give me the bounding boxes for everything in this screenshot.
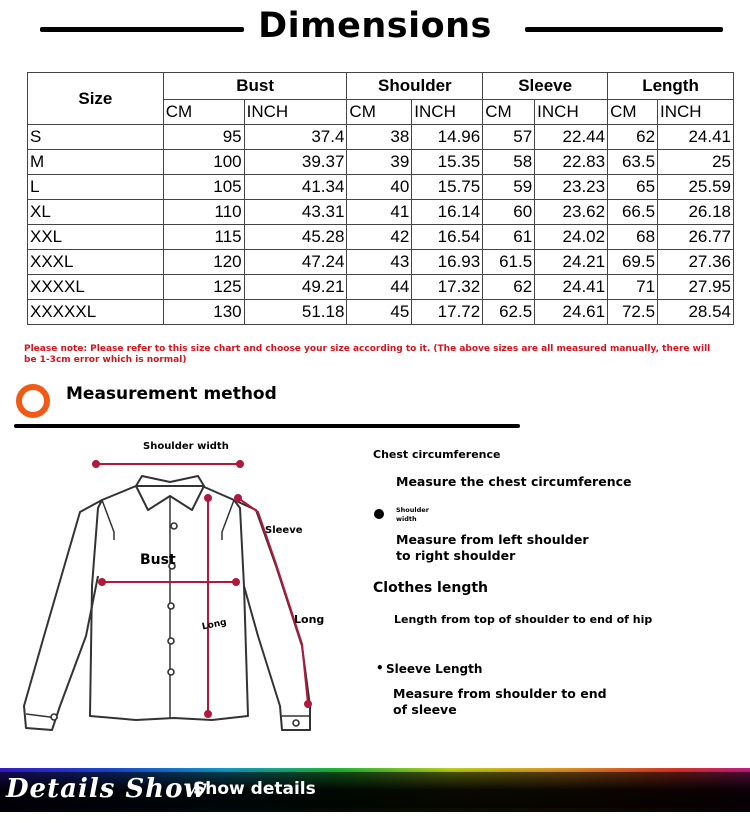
measurement-cell: 63.5 [608, 150, 658, 175]
size-label-cell: S [28, 125, 164, 150]
size-label-cell: XXXL [28, 250, 164, 275]
size-label-cell: M [28, 150, 164, 175]
page-title: Dimensions [258, 6, 492, 46]
measurement-cell: 71 [608, 275, 658, 300]
details-show-banner [0, 768, 750, 812]
measurement-method-title: Measurement method [66, 384, 277, 404]
target-circle-icon [16, 384, 50, 418]
measurement-cell: 72.5 [608, 300, 658, 325]
measurement-cell: 100 [163, 150, 244, 175]
measurement-cell: 49.21 [244, 275, 347, 300]
measurement-cell: 22.83 [535, 150, 608, 175]
measurement-cell: 65 [608, 175, 658, 200]
measurement-cell: 62 [483, 275, 535, 300]
sleeve-bullet: • [376, 661, 384, 675]
measurement-cell: 15.75 [412, 175, 483, 200]
unit-inch: INCH [244, 100, 347, 125]
measurement-cell: 95 [163, 125, 244, 150]
diagram-shoulder-width-label: Shoulder width [143, 441, 229, 452]
measurement-cell: 37.4 [244, 125, 347, 150]
unit-cm: CM [163, 100, 244, 125]
diagram-long-inner-label: Long [201, 617, 228, 633]
measurement-cell: 43 [347, 250, 412, 275]
measurement-cell: 14.96 [412, 125, 483, 150]
length-header: Length [608, 73, 734, 100]
measurement-cell: 57 [483, 125, 535, 150]
measurement-cell: 25.59 [658, 175, 734, 200]
measurement-cell: 47.24 [244, 250, 347, 275]
measurement-cell: 27.36 [658, 250, 734, 275]
measurement-cell: 41.34 [244, 175, 347, 200]
details-show-script: Details Show [6, 774, 207, 804]
measurement-cell: 62 [608, 125, 658, 150]
diagram-sleeve-label: Sleeve [265, 525, 303, 536]
sleeve-length-title: Sleeve Length [386, 662, 483, 676]
measurement-cell: 125 [163, 275, 244, 300]
measurement-cell: 68 [608, 225, 658, 250]
measurement-cell: 110 [163, 200, 244, 225]
measurement-cell: 61.5 [483, 250, 535, 275]
measurement-cell: 38 [347, 125, 412, 150]
unit-inch: INCH [535, 100, 608, 125]
clothes-length-title: Clothes length [373, 580, 488, 596]
measurement-cell: 115 [163, 225, 244, 250]
size-header: Size [28, 73, 164, 125]
shoulder-header: Shoulder [347, 73, 483, 100]
measurement-cell: 27.95 [658, 275, 734, 300]
sleeve-header: Sleeve [483, 73, 608, 100]
size-label-cell: XL [28, 200, 164, 225]
measurement-cell: 45 [347, 300, 412, 325]
sleeve-length-desc: Measure from shoulder to end of sleeve [393, 686, 607, 717]
size-label-cell: L [28, 175, 164, 200]
measurement-cell: 23.23 [535, 175, 608, 200]
table-row [28, 200, 734, 225]
diagram-long-label: Long [294, 613, 325, 626]
chest-circumference-title: Chest circumference [373, 448, 501, 461]
measurement-cell: 62.5 [483, 300, 535, 325]
shoulder-width-small-label: Shoulder width [396, 506, 429, 523]
table-row [28, 125, 734, 150]
measurement-cell: 16.93 [412, 250, 483, 275]
measurement-cell: 44 [347, 275, 412, 300]
measurement-cell: 45.28 [244, 225, 347, 250]
table-row [28, 225, 734, 250]
bust-header: Bust [163, 73, 347, 100]
clothes-length-desc: Length from top of shoulder to end of hip [394, 613, 653, 626]
measurement-cell: 26.18 [658, 200, 734, 225]
measurement-cell: 28.54 [658, 300, 734, 325]
diagram-bust-label: Bust [140, 552, 176, 568]
measurement-cell: 51.18 [244, 300, 347, 325]
unit-cm: CM [347, 100, 412, 125]
measurement-cell: 25 [658, 150, 734, 175]
measurement-cell: 60 [483, 200, 535, 225]
unit-inch: INCH [658, 100, 734, 125]
table-row [28, 300, 734, 325]
measurement-cell: 24.41 [658, 125, 734, 150]
size-label-cell: XXXXXL [28, 300, 164, 325]
measurement-cell: 17.32 [412, 275, 483, 300]
measurement-cell: 58 [483, 150, 535, 175]
show-details-label: Show details [193, 779, 316, 799]
header-rule-right [525, 27, 723, 32]
measurement-cell: 24.41 [535, 275, 608, 300]
size-chart-table [27, 72, 734, 325]
unit-cm: CM [483, 100, 535, 125]
measurement-rule [14, 424, 520, 428]
measurement-cell: 59 [483, 175, 535, 200]
measurement-cell: 39 [347, 150, 412, 175]
measurement-cell: 23.62 [535, 200, 608, 225]
measurement-cell: 24.02 [535, 225, 608, 250]
measurement-cell: 43.31 [244, 200, 347, 225]
shoulder-width-desc: Measure from left shoulder to right shoulder [396, 532, 589, 563]
measurement-cell: 105 [163, 175, 244, 200]
measurement-cell: 66.5 [608, 200, 658, 225]
chest-circumference-desc: Measure the chest circumference [396, 474, 632, 489]
measurement-cell: 40 [347, 175, 412, 200]
size-label-cell: XXXXL [28, 275, 164, 300]
table-row [28, 175, 734, 200]
measurement-cell: 17.72 [412, 300, 483, 325]
measurement-cell: 16.14 [412, 200, 483, 225]
measurement-cell: 120 [163, 250, 244, 275]
table-row [28, 150, 734, 175]
measurement-cell: 26.77 [658, 225, 734, 250]
measurement-cell: 42 [347, 225, 412, 250]
table-row [28, 250, 734, 275]
measurement-cell: 61 [483, 225, 535, 250]
measurement-cell: 24.21 [535, 250, 608, 275]
measurement-cell: 15.35 [412, 150, 483, 175]
measurement-cell: 24.61 [535, 300, 608, 325]
bullet-dot-icon [373, 508, 385, 520]
table-row [28, 275, 734, 300]
unit-inch: INCH [412, 100, 483, 125]
measurement-cell: 69.5 [608, 250, 658, 275]
shirt-diagram [14, 436, 350, 746]
measurement-cell: 22.44 [535, 125, 608, 150]
measurement-cell: 39.37 [244, 150, 347, 175]
measurement-cell: 16.54 [412, 225, 483, 250]
measurement-cell: 41 [347, 200, 412, 225]
unit-cm: CM [608, 100, 658, 125]
size-label-cell: XXL [28, 225, 164, 250]
measurement-cell: 130 [163, 300, 244, 325]
size-note: Please note: Please refer to this size chart and choose your size according to it. (The above sizes are all measured manually, there will be 1-3cm error which is normal) [24, 344, 711, 365]
